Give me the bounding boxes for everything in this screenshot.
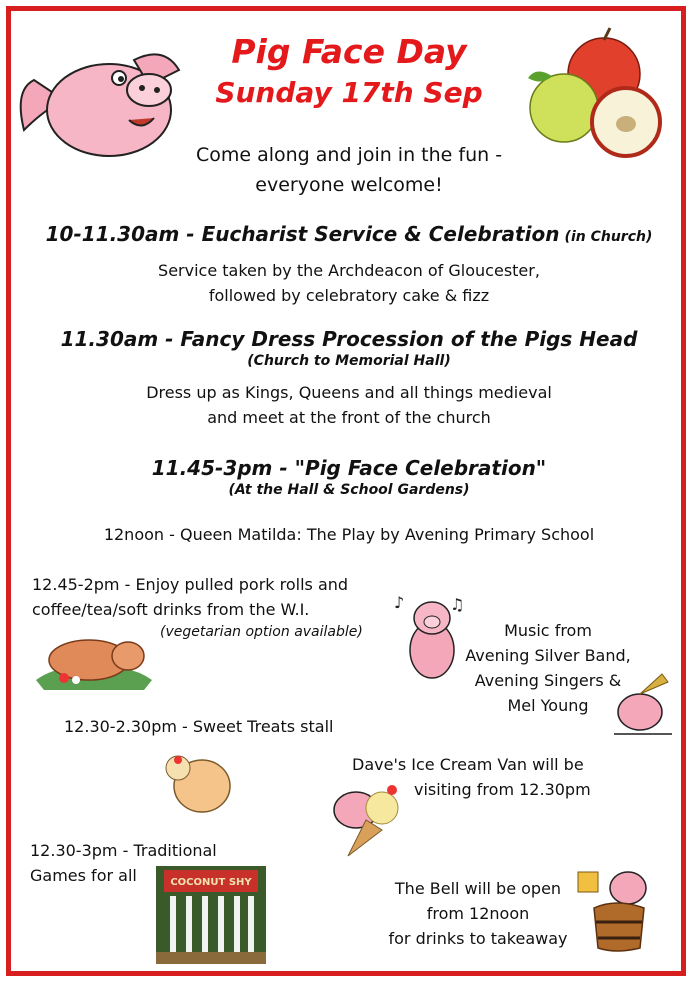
coconut-sign-text: COCONUT SHY [170,877,252,888]
eucharist-line-1: Service taken by the Archdeacon of Gloucester, [158,261,540,280]
bell-line-1: The Bell will be open [394,879,562,898]
bell-info [380,876,576,951]
food-line-2: coffee/tea/soft drinks from the W.I. [32,600,310,619]
icecream-line-1: Dave's Ice Cream Van will be [352,755,584,774]
eucharist-heading [0,222,698,246]
intro-line-2: everyone welcome! [255,174,443,196]
icecream-line-2: visiting from 12.30pm [414,780,591,799]
intro-text [0,140,698,200]
games-line-1: 12.30-3pm - Traditional [30,841,217,860]
bell-line-2: from 12noon [426,904,530,923]
games-line-2: Games for all [30,866,137,885]
roast-pig-icon [34,620,154,692]
music-line-1: Music from [504,621,592,640]
procession-heading: 11.30am - Fancy Dress Procession of the Pigs Head [60,327,638,351]
cake-pig-icon [160,736,236,816]
intro-line-1: Come along and join in the fun - [195,144,503,166]
eucharist-line-2: followed by celebratory cake & fizz [208,286,490,305]
coconut-shy-image [156,866,266,964]
eucharist-heading-text: 10-11.30am - Eucharist Service & Celebration [45,222,560,246]
barrel-pig-icon [572,864,660,952]
food-note: (vegetarian option available) [160,624,363,640]
play-info: 12noon - Queen Matilda: The Play by Avening Primary School [103,525,595,544]
procession-line-1: Dress up as Kings, Queens and all things medieval [146,383,552,402]
music-line-4: Mel Young [507,696,589,715]
event-date: Sunday 17th Sep [215,76,483,109]
food-line-1: 12.45-2pm - Enjoy pulled pork rolls and [32,575,349,594]
bell-line-3: for drinks to takeaway [388,929,568,948]
event-title: Pig Face Day [231,32,467,71]
procession-location: (Church to Memorial Hall) [247,353,451,369]
eucharist-details [0,258,698,308]
procession-details [0,380,698,430]
icecream-pig-icon [326,780,410,858]
food-info [32,572,348,622]
eucharist-location: (in Church) [564,229,653,245]
sweets-info: 12.30-2.30pm - Sweet Treats stall [64,717,334,736]
celebration-location: (At the Hall & School Gardens) [228,482,470,498]
procession-line-2: and meet at the front of the church [207,408,491,427]
music-line-2: Avening Silver Band, [465,646,631,665]
svg-text:♪: ♪ [394,593,405,612]
svg-text:♫: ♫ [450,595,465,614]
trumpet-pig-icon [610,668,676,738]
music-line-3: Avening Singers & [474,671,622,690]
celebration-heading: 11.45-3pm - "Pig Face Celebration" [151,456,547,480]
